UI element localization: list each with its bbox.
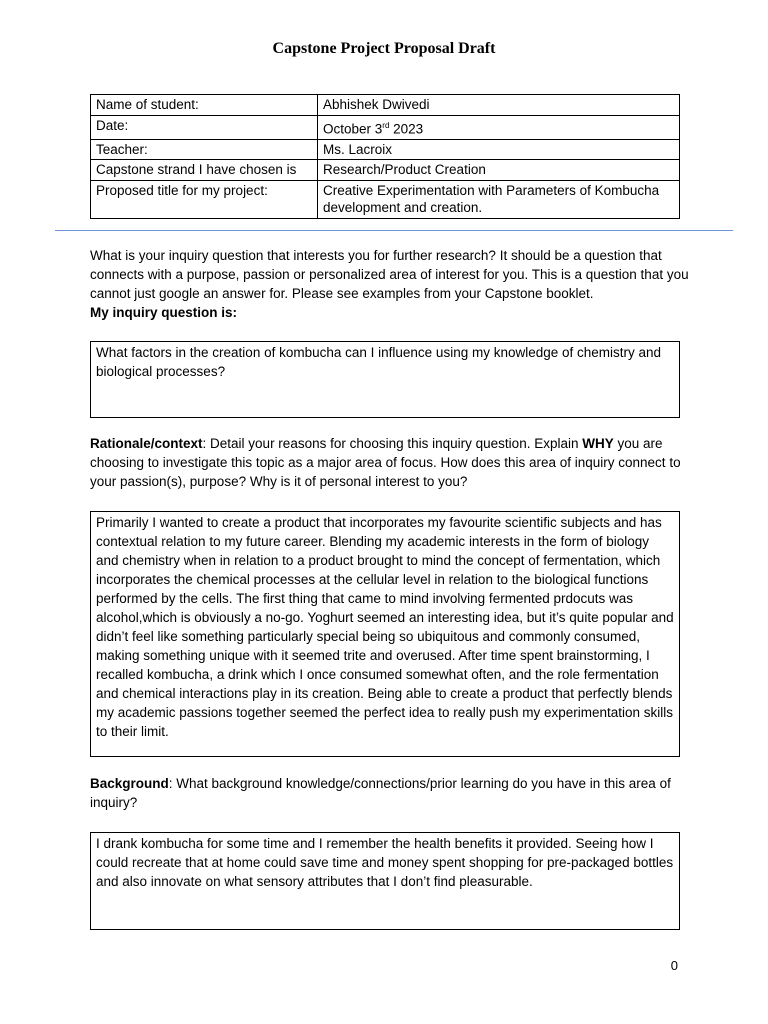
rationale-emphasis: WHY	[582, 436, 614, 451]
name-label: Name of student:	[91, 95, 318, 116]
background-label: Background	[90, 776, 169, 791]
table-row	[91, 115, 680, 139]
student-info-table	[90, 94, 680, 219]
teacher-value: Ms. Lacroix	[318, 139, 680, 160]
inquiry-question-label: My inquiry question is:	[90, 305, 238, 320]
inquiry-answer-box	[90, 341, 680, 418]
background-prompt	[90, 774, 690, 812]
page-title: Capstone Project Proposal Draft	[272, 40, 496, 57]
background-prompt-text: : What background knowledge/connections/prior learning do you have in this area of inquiry?	[90, 776, 671, 810]
date-value	[318, 115, 680, 139]
project-title-label: Proposed title for my project:	[91, 180, 318, 218]
strand-label: Capstone strand I have chosen is	[91, 160, 318, 181]
inquiry-answer: What factors in the creation of kombucha can I influence using my knowledge of chemistry and biological processes?	[96, 345, 662, 379]
teacher-label: Teacher:	[91, 139, 318, 160]
date-value-suffix: 2023	[389, 121, 424, 136]
strand-value: Research/Product Creation	[318, 160, 680, 181]
date-label: Date:	[91, 115, 318, 139]
rationale-prompt	[90, 434, 690, 491]
project-title-value: Creative Experimentation with Parameters of Kombucha development and creation.	[318, 180, 680, 218]
table-row	[91, 139, 680, 160]
rationale-prompt-a: : Detail your reasons for choosing this inquiry question. Explain	[202, 436, 583, 451]
name-value: Abhishek Dwivedi	[318, 95, 680, 116]
date-value-prefix: October 3	[323, 121, 383, 136]
date-value-ordinal: rd	[382, 120, 390, 130]
section-divider	[55, 230, 733, 231]
table-row	[91, 160, 680, 181]
rationale-label: Rationale/context	[90, 436, 203, 451]
table-row	[91, 180, 680, 218]
table-row	[91, 95, 680, 116]
rationale-answer-box	[90, 511, 680, 757]
background-answer-box	[90, 832, 680, 930]
rationale-answer: Primarily I wanted to create a product that incorporates my favourite scientific subjects and has contextual relation to my future career. Blending my academic interests in the form of biology and chemistry when in relation to a product brought to mind the concept of fermentation, which incorporates the chemical processes at the cellular level in relation to the biological functions performed by the cells. The first thing that came to mind involving fermented prdocuts was alcohol,which is obviously a no-go. Yoghurt seemed an interesting idea, but it’s quite popular and didn’t feel like something particularly special being so ubiquitous and commonly consumed, making something unique with it seemed trite and overused. After time spent brainstorming, I recalled kombucha, a drink which I once consumed somewhat often, and the role fermentation and chemical interactions play in its creation. Being able to create a product that perfectly blends my academic passions together seemed the perfect idea to really push my experimentation skills to their limit.	[96, 515, 674, 739]
page-number: 0	[670, 958, 678, 973]
inquiry-prompt	[90, 246, 690, 322]
rationale-prompt-b: you are choosing to investigate this topic as a major area of focus. How does this area of inquiry connect to your passion(s), purpose? Why is it of personal interest to you?	[90, 436, 681, 489]
inquiry-prompt-text: What is your inquiry question that interests you for further research? It should be a question that connects with a purpose, passion or personalized area of interest for you. This is a question that you cannot just google an answer for. Please see examples from your Capstone booklet.	[90, 248, 689, 301]
background-answer: I drank kombucha for some time and I remember the health benefits it provided. Seeing how I could recreate that at home could save time and money spent shopping for pre-packaged bottles and also innovate on what sensory attributes that I don’t find pleasurable.	[96, 836, 674, 889]
